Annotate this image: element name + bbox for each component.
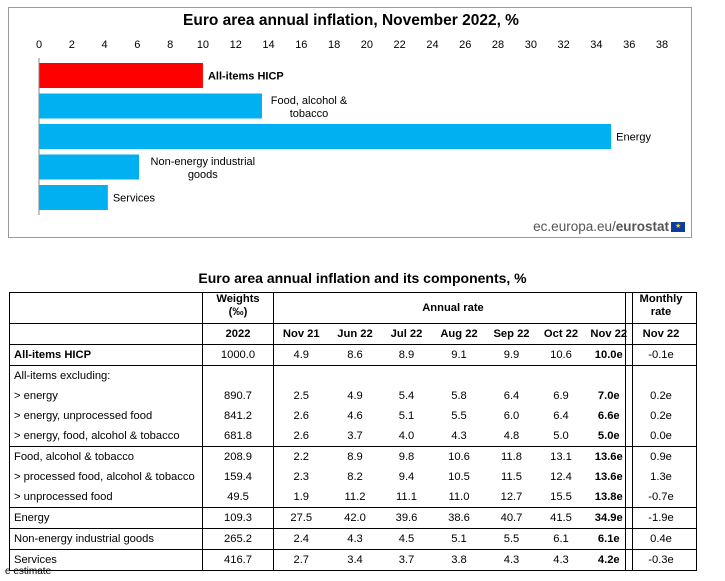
monthly-month-row	[626, 324, 697, 345]
x-tick-label: 20	[360, 39, 374, 51]
row-label: > energy	[10, 386, 203, 406]
row-weight: 208.9	[203, 447, 274, 468]
monthly-value: 1.3e	[626, 467, 697, 487]
row-value: 9.1	[451, 349, 467, 361]
table-row	[10, 550, 633, 571]
row-value: 1.9	[293, 491, 310, 503]
row-value: 9.9	[503, 349, 520, 361]
row-value: 5.1	[432, 529, 487, 550]
row-value: 39.6	[382, 508, 432, 529]
row-value: 2.3	[293, 471, 310, 483]
bar	[39, 185, 108, 210]
month-header: Jul 22	[382, 324, 432, 345]
bar-chart-panel	[8, 7, 692, 238]
row-value: 13.6e	[586, 467, 633, 487]
row-value: 9.4	[398, 471, 415, 483]
annual-rate-header: Annual rate	[274, 293, 633, 324]
table-row	[10, 487, 633, 508]
source-brand: eurostat	[615, 219, 669, 234]
x-tick-label: 0	[35, 39, 43, 51]
source-credit	[533, 219, 685, 234]
row-value: 5.1	[398, 410, 415, 422]
weights-header-line-1: Weights	[216, 293, 260, 305]
x-tick-label: 6	[134, 39, 141, 51]
table-row	[10, 406, 633, 426]
row-value: 13.6e	[586, 447, 633, 468]
bar	[39, 63, 203, 88]
x-tick-label: 8	[167, 39, 174, 51]
monthly-value: 0.2e	[626, 386, 697, 406]
x-tick-label: 30	[524, 39, 537, 51]
monthly-value: 0.2e	[626, 406, 697, 426]
row-value	[487, 366, 537, 387]
x-tick-label: 24	[426, 39, 439, 51]
monthly-month: Nov 22	[626, 324, 697, 345]
row-value: 4.9	[347, 390, 363, 402]
row-label: Energy	[10, 508, 203, 529]
monthly-rate-table	[625, 292, 697, 571]
row-value: 5.4	[398, 390, 415, 402]
monthly-row	[626, 487, 697, 508]
row-value: 6.1	[537, 529, 586, 550]
row-value: 11.2	[344, 491, 366, 503]
row-value: 4.3	[329, 529, 382, 550]
row-label: All-items HICP	[10, 345, 203, 366]
monthly-row	[626, 386, 697, 406]
category-label: Food, alcohol &	[270, 95, 348, 107]
row-value	[274, 366, 329, 387]
bar-chart-svg	[9, 8, 693, 239]
row-value: 3.4	[329, 550, 382, 571]
row-value: 7.0e	[586, 386, 633, 406]
monthly-row	[626, 508, 697, 529]
row-weight: 1000.0	[203, 345, 274, 366]
x-tick-label: 18	[327, 39, 341, 51]
weights-header-line-2: (‰)	[228, 306, 248, 318]
row-value: 8.6	[347, 349, 363, 361]
row-weight: 890.7	[203, 386, 274, 406]
row-value: 10.6	[432, 447, 487, 468]
row-value: 8.9	[398, 349, 415, 361]
monthly-value: -1.9e	[626, 508, 697, 529]
month-header: Nov 22	[586, 324, 633, 345]
row-label: > unprocessed food	[10, 487, 203, 508]
category-label: goods	[187, 169, 218, 181]
month-header: Jun 22	[329, 324, 382, 345]
row-value	[382, 366, 432, 387]
row-weight: 265.2	[203, 529, 274, 550]
category-label: All-items HICP	[207, 70, 284, 83]
x-tick-label: 28	[491, 39, 505, 51]
row-weight: 841.2	[203, 406, 274, 426]
row-value: 4.2e	[586, 550, 633, 571]
row-value	[329, 366, 382, 387]
table-row	[10, 467, 633, 487]
table-row	[10, 386, 633, 406]
monthly-value: -0.1e	[626, 345, 697, 366]
monthly-row	[626, 550, 697, 571]
monthly-header	[626, 293, 697, 324]
monthly-value: 0.0e	[626, 426, 697, 447]
row-label: Services	[10, 550, 203, 571]
monthly-row	[626, 345, 697, 366]
row-value	[432, 366, 487, 387]
row-value: 12.7	[500, 491, 523, 503]
table-row	[10, 447, 633, 468]
row-weight: 109.3	[203, 508, 274, 529]
row-weight	[203, 366, 274, 387]
row-value: 4.6	[347, 410, 363, 422]
monthly-value	[626, 366, 697, 387]
row-value: 8.2	[347, 471, 363, 483]
month-header: Sep 22	[487, 324, 537, 345]
monthly-header-line-1: Monthly	[639, 293, 683, 305]
row-value: 6.1e	[586, 529, 633, 550]
table-row	[10, 508, 633, 529]
row-value: 6.4	[553, 410, 569, 422]
row-value: 13.1	[537, 447, 586, 468]
row-value: 12.4	[550, 471, 572, 483]
x-tick-label: 32	[557, 39, 570, 51]
header-label-cell	[10, 293, 203, 324]
x-tick-label: 36	[623, 39, 636, 51]
footnote: e estimate	[5, 566, 52, 577]
row-weight: 159.4	[203, 467, 274, 487]
row-value: 5.5	[487, 529, 537, 550]
row-value: 41.5	[537, 508, 586, 529]
category-label: Non-energy industrial	[150, 156, 256, 168]
row-value: 5.0	[553, 430, 569, 442]
row-label: > processed food, alcohol & tobacco	[10, 467, 203, 487]
table-row	[10, 345, 633, 366]
row-value: 6.0	[503, 410, 520, 422]
row-label: Non-energy industrial goods	[10, 529, 203, 550]
category-label: Services	[112, 192, 156, 205]
bar	[39, 155, 139, 180]
monthly-value: -0.3e	[626, 550, 697, 571]
row-value: 2.4	[274, 529, 329, 550]
row-value: 6.6e	[586, 406, 633, 426]
row-value: 2.2	[274, 447, 329, 468]
table-row	[10, 426, 633, 447]
row-value: 3.8	[432, 550, 487, 571]
monthly-row	[626, 426, 697, 447]
x-tick-label: 12	[229, 39, 242, 51]
row-value: 9.8	[382, 447, 432, 468]
row-value: 4.3	[451, 430, 467, 442]
bar	[39, 124, 611, 149]
row-value: 15.5	[550, 491, 572, 503]
row-value: 3.7	[347, 430, 363, 442]
row-value: 2.6	[293, 430, 310, 442]
month-header: Aug 22	[432, 324, 487, 345]
x-tick-label: 22	[393, 39, 406, 51]
monthly-row	[626, 406, 697, 426]
row-weight: 49.5	[203, 487, 274, 508]
row-value: 38.6	[432, 508, 487, 529]
x-tick-label: 10	[196, 39, 210, 51]
row-value: 2.6	[293, 410, 310, 422]
monthly-row	[626, 447, 697, 468]
inflation-table	[9, 292, 633, 571]
table-title: Euro area annual inflation and its components, %	[198, 270, 527, 286]
x-tick-label: 16	[295, 39, 308, 51]
table-row	[10, 529, 633, 550]
row-value: 4.0	[398, 430, 415, 442]
monthly-row	[626, 467, 697, 487]
row-value: 10.0e	[586, 345, 633, 366]
row-value: 34.9e	[586, 508, 633, 529]
row-value: 11.8	[487, 447, 537, 468]
header-label-cell-2	[10, 324, 203, 345]
row-value: 6.4	[503, 390, 520, 402]
row-value: 5.0e	[586, 426, 633, 447]
row-value: 4.3	[487, 550, 537, 571]
table-row	[10, 366, 633, 387]
row-value: 3.7	[382, 550, 432, 571]
category-label: Energy	[616, 131, 652, 144]
row-value: 11.1	[396, 491, 417, 503]
weights-header	[203, 293, 274, 324]
row-value: 5.8	[451, 390, 467, 402]
table-header-row-1	[10, 293, 633, 324]
x-tick-label: 26	[459, 39, 472, 51]
row-label: > energy, food, alcohol & tobacco	[10, 426, 203, 447]
row-value: 10.6	[550, 349, 572, 361]
row-label: All-items excluding:	[10, 366, 203, 387]
source-prefix: ec.europa.eu/	[533, 219, 616, 234]
row-value: 40.7	[487, 508, 537, 529]
chart-title: Euro area annual inflation, November 2022, %	[183, 12, 519, 29]
row-value	[537, 366, 586, 387]
monthly-value: 0.9e	[626, 447, 697, 468]
row-value: 27.5	[274, 508, 329, 529]
x-tick-label: 38	[655, 39, 669, 51]
row-value: 13.8e	[586, 487, 633, 508]
x-tick-label: 14	[262, 39, 275, 51]
row-value: 4.9	[293, 349, 310, 361]
x-tick-label: 4	[101, 39, 108, 51]
row-value: 4.8	[503, 430, 520, 442]
category-label: tobacco	[289, 108, 329, 120]
bar	[39, 94, 262, 119]
row-value: 2.5	[293, 390, 310, 402]
monthly-header-line-2: rate	[650, 306, 672, 318]
row-value: 6.9	[553, 390, 569, 402]
row-label: Food, alcohol & tobacco	[10, 447, 203, 468]
monthly-row	[626, 529, 697, 550]
monthly-row	[626, 366, 697, 387]
row-value: 11.5	[501, 471, 522, 483]
monthly-value: -0.7e	[626, 487, 697, 508]
row-value: 4.5	[382, 529, 432, 550]
row-label: > energy, unprocessed food	[10, 406, 203, 426]
row-value: 11.0	[448, 491, 470, 503]
row-value: 2.7	[274, 550, 329, 571]
table-header-row-2	[10, 324, 633, 345]
month-header: Nov 21	[274, 324, 329, 345]
weights-year: 2022	[203, 324, 274, 345]
monthly-header-row	[626, 293, 697, 324]
row-value: 10.5	[448, 471, 470, 483]
x-tick-label: 34	[590, 39, 603, 51]
x-tick-label: 2	[68, 39, 75, 51]
eu-flag-icon	[671, 222, 685, 232]
row-value: 42.0	[329, 508, 382, 529]
row-value: 5.5	[451, 410, 467, 422]
month-header: Oct 22	[537, 324, 586, 345]
monthly-value: 0.4e	[626, 529, 697, 550]
row-weight: 416.7	[203, 550, 274, 571]
row-weight: 681.8	[203, 426, 274, 447]
row-value: 4.3	[537, 550, 586, 571]
row-value: 8.9	[329, 447, 382, 468]
